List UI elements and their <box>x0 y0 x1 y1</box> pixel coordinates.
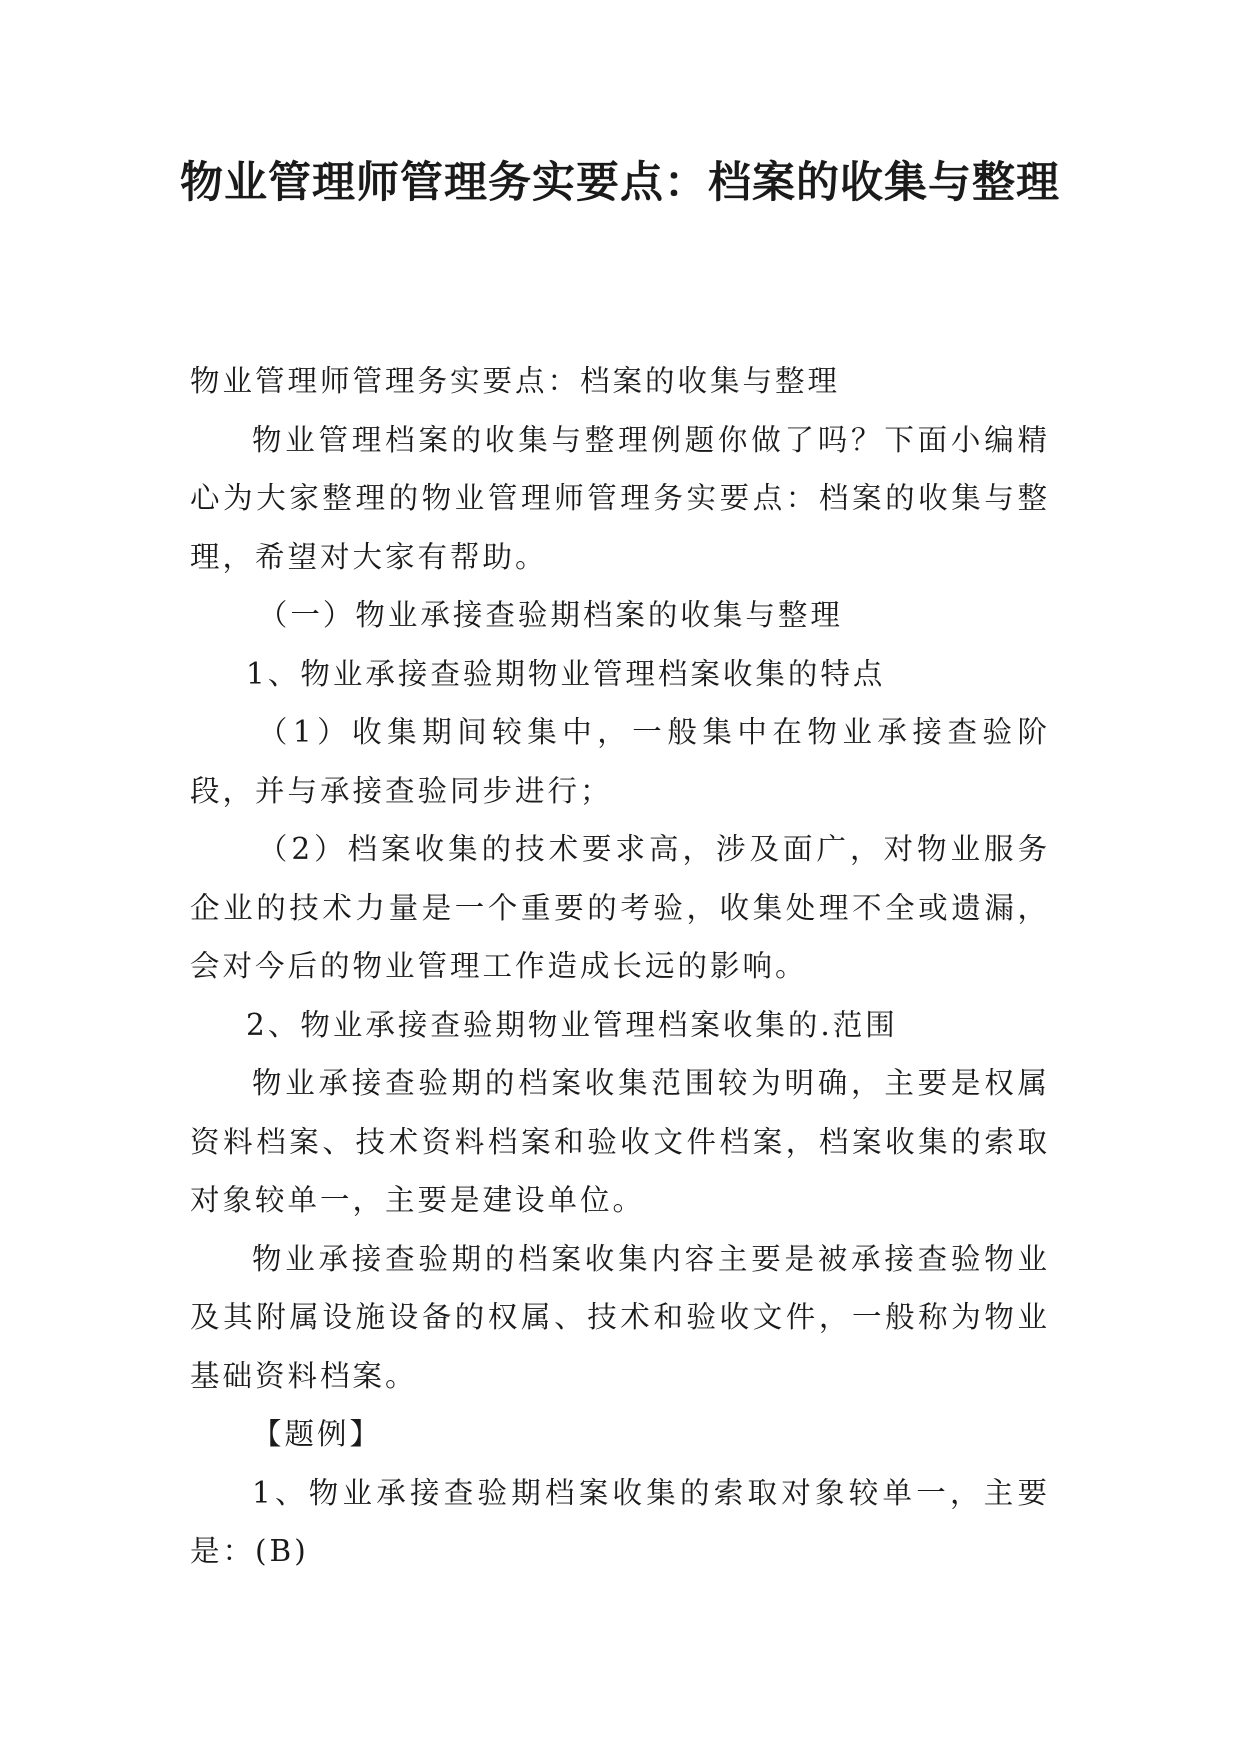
example-label: 【题例】 <box>251 1417 382 1451</box>
body-heading: 物业管理师管理务实要点：档案的收集与整理 <box>190 364 841 398</box>
intro-paragraph: 物业管理档案的收集与整理例题你做了吗？下面小编精心为大家整理的物业管理师管理务实要点：档案的收集与整理，希望对大家有帮助。 <box>190 422 1050 574</box>
example-question-1: 1、物业承接查验期档案收集的索取对象较单一，主要是：(B) <box>190 1475 1050 1568</box>
document-body <box>190 352 1050 1581</box>
feature-item-1: （1）收集期间较集中，一般集中在物业承接查验阶段，并与承接查验同步进行； <box>190 715 1050 808</box>
document-title: 物业管理师管理务实要点：档案的收集与整理 <box>180 158 1060 208</box>
content-paragraph: 物业承接查验期的档案收集内容主要是被承接查验物业及其附属设施设备的权属、技术和验收文件，一般称为物业基础资料档案。 <box>190 1241 1050 1393</box>
feature-item-2: （2）档案收集的技术要求高，涉及面广，对物业服务企业的技术力量是一个重要的考验，收集处理不全或遗漏，会对今后的物业管理工作造成长远的影响。 <box>190 832 1050 983</box>
subsection-heading-1: 1、物业承接查验期物业管理档案收集的特点 <box>246 656 886 691</box>
scope-paragraph: 物业承接查验期的档案收集范围较为明确，主要是权属资料档案、技术资料档案和验收文件档案，档案收集的索取对象较单一，主要是建设单位。 <box>190 1066 1050 1217</box>
section-heading: （一）物业承接查验期档案的收集与整理 <box>257 598 843 632</box>
subsection-heading-2: 2、物业承接查验期物业管理档案收集的.范围 <box>246 1007 898 1042</box>
